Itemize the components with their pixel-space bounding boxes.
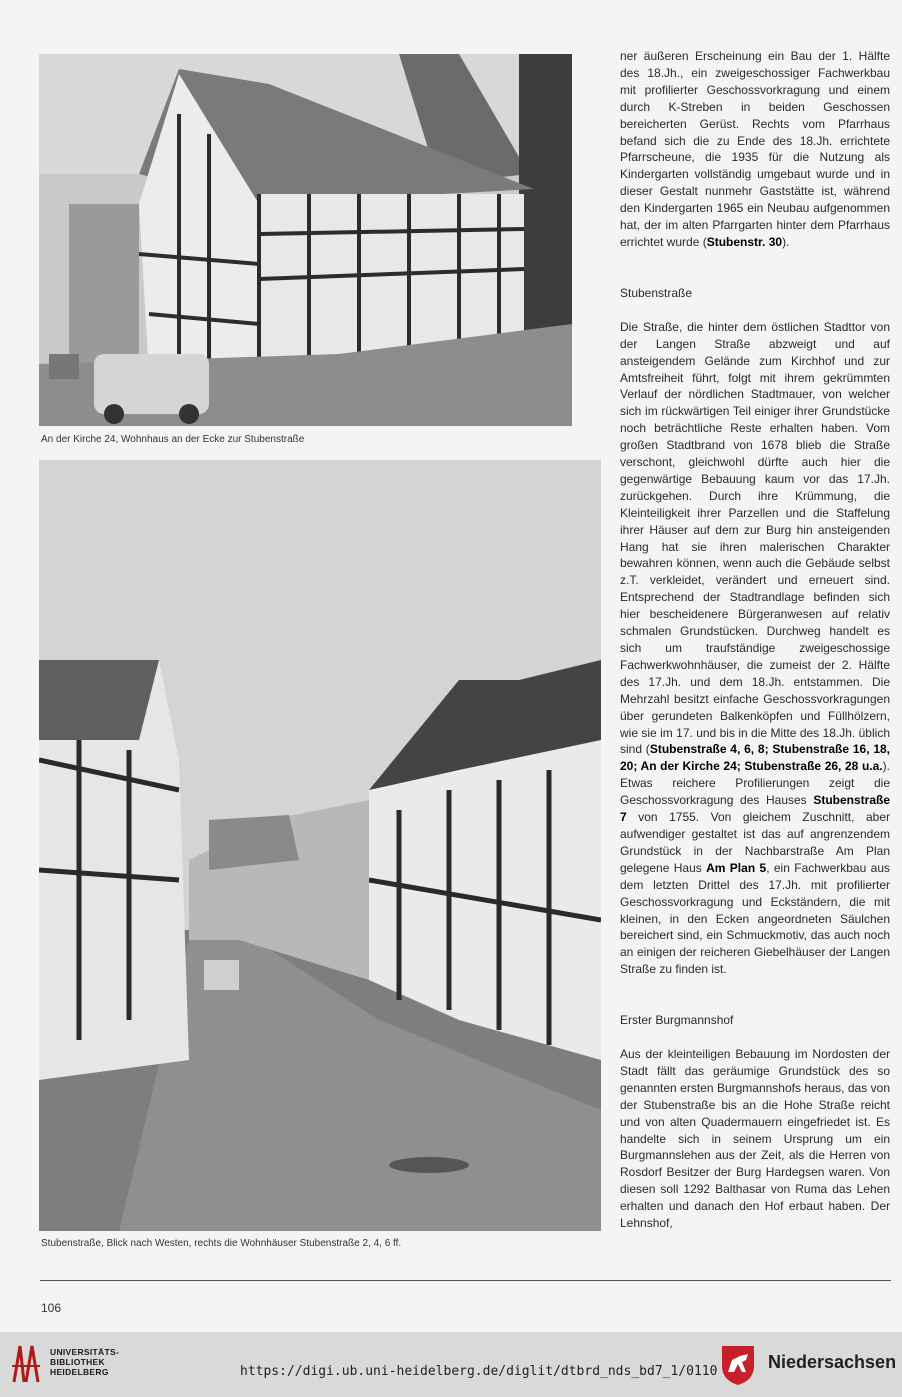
reference: Stubenstr. 30 — [706, 234, 783, 249]
reference: Stubenstraße 4, 6, 8; Stubenstraße 16, 18, 20; An der Kirche 24; Stubenstraße 26, 28 u.a. — [620, 742, 891, 774]
photo-street-view — [39, 460, 601, 1231]
section-heading: Erster Burgmannshof — [620, 1013, 734, 1028]
reference: Stubenstraße 7 — [620, 793, 890, 825]
reference: Am Plan 5 — [706, 860, 767, 875]
page-number: 106 — [41, 1301, 62, 1315]
footer-rule — [40, 1280, 891, 1281]
figure-caption: Stubenstraße, Blick nach Westen, rechts die Wohnhäuser Stubenstraße 2, 4, 6 ff. — [41, 1238, 402, 1249]
source-url[interactable]: https://digi.ub.uni-heidelberg.de/diglit/dtbrd_nds_bd7_1/0110 — [240, 1364, 718, 1379]
library-name: UNIVERSITÄTS- BIBLIOTHEK HEIDELBERG — [50, 1347, 120, 1377]
paragraph: ner äußeren Erscheinung ein Bau der 1. Hälfte des 18.Jh., ein zweigeschossiger Fachwerkbau mit profilierter Geschossvorkragung und einem durch K-Streben in beiden Geschossen bereicherten Gerüst. Rechts vom Pfarrhaus befand sich die zu Ende des 18.Jh. errichtete Pfarrscheune, die 1935 für die Nutzung als Kindergarten vollständig umgebaut wurde und in dieser Gestalt nunmehr Gaststätte ist, während den Kindergarten 1965 ein Neubau aufgenommen hat, der im alten Pfarrgarten hinter dem Pfarrhaus errichtet wurde (Stubenstr. 30). — [620, 49, 890, 249]
footer-bar — [0, 1332, 902, 1397]
state-name: Niedersachsen — [768, 1352, 897, 1372]
photo-corner-house — [39, 54, 572, 426]
figure-caption: An der Kirche 24, Wohnhaus an der Ecke zur Stubenstraße — [41, 434, 305, 445]
coat-of-arms-icon — [720, 1344, 756, 1386]
library-logo-icon — [10, 1342, 42, 1386]
paragraph: Die Straße, die hinter dem östlichen Stadttor von der Langen Straße abzweigt und auf ansteigendem Gelände zum Kirchhof und zur Amtsfreiheit führt, folgt mit ihrem gekrümmten Verlauf der nördlichen Stadtmauer, von welcher sich im rückwärtigen Teil einiger ihrer Grundstücke noch beträchtliche Reste erhalten haben. Vom großen Stadtbrand von 1678 blieb die Straße verschont, gleichwohl dürfte auch hier die gegenwärtige Bebauung kaum vor das 17.Jh. zurückgehen. Durch ihre Krümmung, die Kleinteiligkeit ihrer Parzellen und die Staffelung ihrer Häuser auf dem zur Burg hin ansteigenden Hang hat sie ihren malerischen Charakter bewahren können, wenn auch die Gebäude selbst z.T. verkleidet, verändert und erneuert sind. Entsprechend der Stadtrandlage befinden sich hier bescheidenere Bürgeranwesen auf relativ schmalen Grundstücken. Durchweg handelt es sich um traufständige zweigeschossige Fachwerkwohnhäuser, die zumeist der 2. Hälfte des 17.Jh. und dem 18.Jh. entstammen. Die Mehrzahl besitzt einfache Geschossvorkragungen über gerundeten Balkenköpfen und Füllhölzern, wie sie im 17. und bis in die Mitte des 18.Jh. üblich sind (Stubenstraße 4, 6, 8; Stubenstraße 16, 18, 20; An der Kirche 24; Stubenstraße 26, 28 u.a.). Etwas reichere Profilierungen zeigt die Geschossvorkragung des Hauses Stubenstraße 7 von 1755. Von gleichem Zuschnitt, aber aufwendiger gestaltet ist das auf angrenzendem Grundstück in der Nachbarstraße Am Plan gelegene Haus Am Plan 5, ein Fachwerkbau aus dem letzten Drittel des 17.Jh. mit profilierter Geschossvorkragung und Eckständern, die mit kleinen, in den Ecken angeordneten Säulchen bereichert sind, ein Schmuckmotiv, das auch noch an einigen der reicheren Giebelhäuser der Langen Straße zu finden ist. — [620, 319, 891, 977]
section-heading: Stubenstraße — [620, 285, 693, 300]
text-column — [620, 48, 890, 1232]
paragraph: Aus der kleinteiligen Bebauung im Nordosten der Stadt fällt das geräumige Grundstück des so genannten ersten Burgmannshofs heraus, das von der Stubenstraße bis an die Hohe Straße reicht und von alten Quadermauern eingefriedet ist. Es handelte sich in seinem Ursprung um ein Burgmannslehen aus der Zeit, als die Herren von Rosdorf Besitzer der Burg Hardegsen waren. Von diesen soll 1292 Balthasar von Ruma das Lehen erhalten und danach den Hof erbaut haben. Der Lehnshof, — [620, 1047, 890, 1231]
